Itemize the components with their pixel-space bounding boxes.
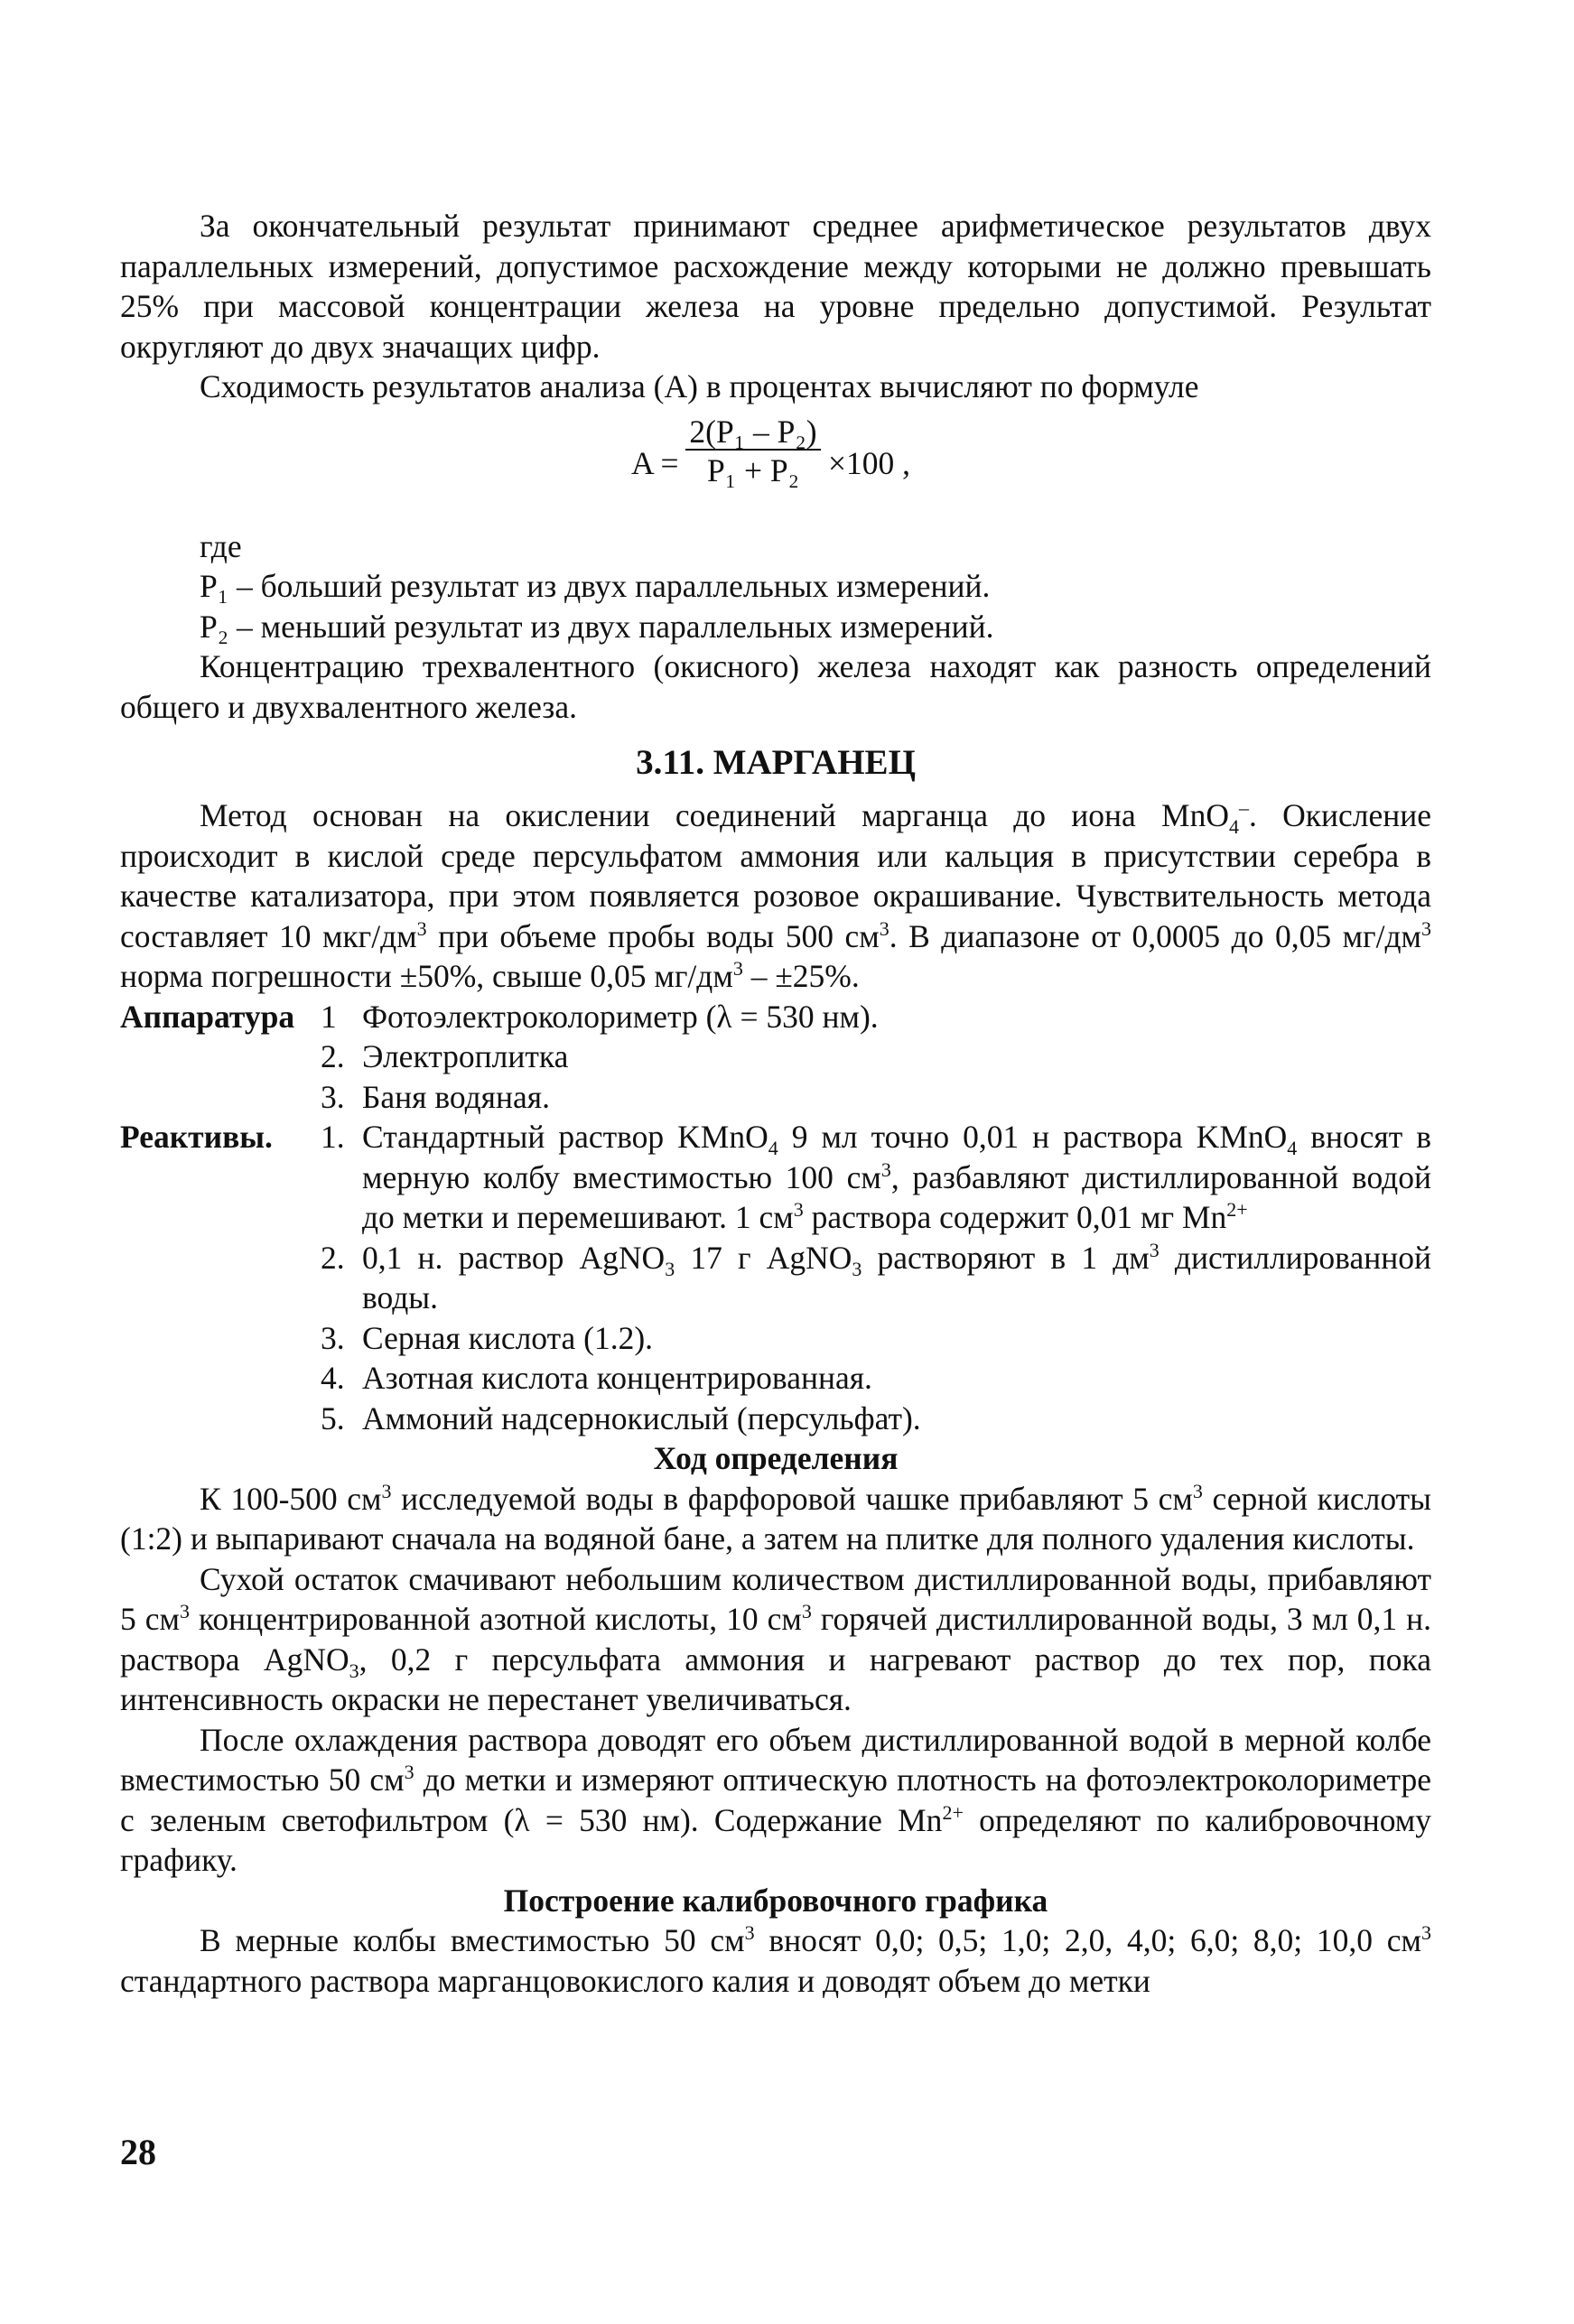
formula-denominator: P₁ + P₂ [706,451,799,488]
list-item-number: 3. [321,1319,345,1356]
paragraph-procedure-3: После охлаждения раствора доводят его объем дистиллированной водой в мерной колбе вместимостью 50 $см^3$ до метки и измеряют оптическую плотность на фотоэлектроколориметре с зеленым светофильтром (λ = 530 нм). Содержание $Mn^{2+}$ определяют по калибровочному графику. [120,1721,1431,1878]
list-item-number: 5. [321,1399,345,1436]
list-item: Баня водяная. [362,1078,550,1115]
section-title: 3.11. МАРГАНЕЦ [636,743,916,782]
apparatus-label: Аппаратура [120,998,295,1035]
calibration-title: Построение калибровочного графика [503,1882,1048,1919]
reagents-label: Реактивы. [120,1119,273,1155]
formula-fraction [682,414,824,490]
list-item: Серная кислота (1.2). [362,1319,654,1356]
list-item: Аммоний надсернокислый (персульфат). [362,1399,921,1436]
document-page [120,206,1431,2001]
list-item-number: 2. [321,1038,345,1074]
paragraph-method: Метод основан на окислении соединений марганца до иона MnO$_4$–. Окисление происходит в кислой среде персульфатом аммония или кальция в присутствии серебра в качестве катализатора, при этом появляется розовое окрашивание. Чувствительность метода составляет 10 мкг/$дм^3$ при объеме пробы воды 500 $см^3$. В диапазоне от 0,0005 до 0,05 $мг/дм^3$ норма погрешности ±50%, свыше 0,05 $мг/дм^3 - \pm 25\%$. [120,796,1431,994]
paragraph-procedure-1: К 100-500 $см^3$ исследуемой воды в фарфоровой чашке прибавляют 5 $см^3$ серной кислоты (1:2) и выпаривают сначала на водяной бане, а затем на плитке для полного удаления кислоты. [120,1479,1431,1557]
list-item-number: 1 [321,998,337,1035]
definition-p1: Р₁ – больший результат из двух параллельных измерений. [200,568,991,604]
list-item-number: 4. [321,1360,345,1396]
formula-numerator: 2(P₁ – P₂) [689,413,817,450]
definition-p2: Р₂ – меньший результат из двух параллельных измерений. [200,608,994,645]
list-item: Стандартный раствор KMnO$_4$ 9 мл точно 0,01 н раствора KMnO$_4$ вносят в мерную колбу вместимостью 100 $см^3$, разбавляют дистиллированной водой до метки и перемешивают. 1 $см^3$ раствора содержит 0,01 мг $Mn^{2+}$ [362,1119,1431,1235]
formula-multiplier: ×100 , [828,444,911,481]
convergence-formula [120,407,1431,526]
procedure-title: Ход определения [653,1440,899,1476]
list-item-number: 3. [321,1078,345,1115]
list-item-number: 2. [321,1239,345,1276]
list-item: Электроплитка [362,1038,569,1074]
paragraph-convergence: Сходимость результатов анализа (А) в процентах вычисляют по формуле [200,368,1199,404]
list-item: Фотоэлектроколориметр (λ = 530 нм). [362,998,879,1035]
paragraph-ferric-iron: Концентрацию трехвалентного (окисного) железа находят как разность определений общего и двухвалентного железа. [120,648,1431,725]
page-number: 28 [120,2132,156,2172]
list-item: Азотная кислота концентрированная. [362,1360,872,1396]
reagents-list [120,1117,1431,1438]
paragraph-calibration: В мерные колбы вместимостью 50 $см^3$ вносят 0,0; 0,5; 1,0; 2,0, 4,0; 6,0; 8,0; 10,0 $см^3$ стандартного раствора марганцовокислого калия и доводят объем до метки [120,1921,1431,1999]
apparatus-list [120,997,1431,1118]
where-label: где [200,527,242,564]
paragraph-procedure-2: Сухой остаток смачивают небольшим количеством дистиллированной воды, прибавляют 5 $см^3$ концентрированной азотной кислоты, 10 $см^3$ горячей дистиллированной воды, 3 мл 0,1 н. раствора AgNO$_3$, 0,2 г персульфата аммония и нагревают раствор до тех пор, пока интенсивность окраски не перестанет увеличиваться. [120,1560,1431,1717]
list-item: 0,1 н. раствор AgNO$_3$ 17 г AgNO$_3$ растворяют в 1 $дм^3$ дистиллированной воды. [362,1238,1431,1315]
formula-lhs: A = [631,444,679,481]
list-item-number: 1. [321,1119,345,1155]
paragraph-final-result: За окончательный результат принимают среднее арифметическое результатов двух параллельных измерений, допустимое расхождение между которыми не должно превышать 25% при массовой концентрации железа на уровне предельно допустимой. Результат округляют до двух значащих цифр. [120,208,1431,365]
